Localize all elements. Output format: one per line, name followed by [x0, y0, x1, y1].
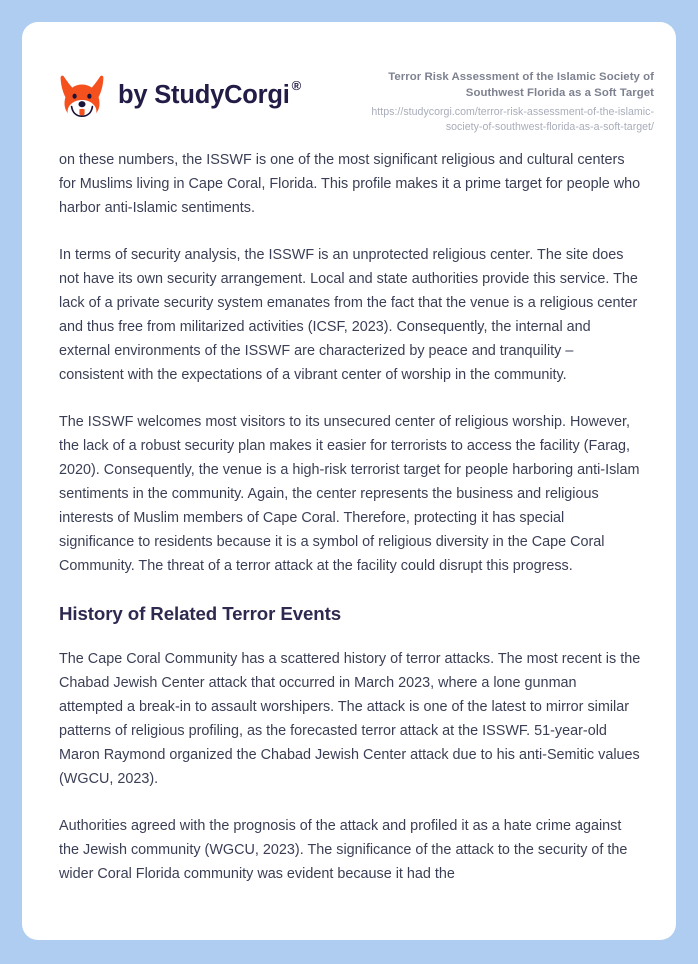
body-paragraph: Authorities agreed with the prognosis of the attack and profiled it as a hate crime against the Jewish community (WGCU, 2023). The significance of the attack to the security of the wider Coral Florida community was evident because it had the: [59, 818, 628, 882]
document-header: [22, 22, 676, 148]
studycorgi-branding: [59, 67, 302, 120]
document-meta: [349, 67, 654, 134]
body-paragraph: In terms of security analysis, the ISSWF is an unprotected religious center. The site does not have its own security arrangement. Local and state authorities provide this service. The lack of a private security system emanates from the fact that the venue is a religious center and thus free from militarized activities (ICSF, 2023). Consequently, the internal and external environments of the ISSWF are characterized by peace and tranquility – consistent with the expectations of a vibrant center of worship in the community.: [59, 247, 638, 383]
document-body: [22, 148, 676, 886]
brand-name-text: by StudyCorgi: [118, 81, 290, 110]
brand-wordmark: [118, 78, 302, 110]
document-title: Terror Risk Assessment of the Islamic Society of Southwest Florida as a Soft Target: [388, 71, 654, 99]
registered-trademark-icon: ®: [291, 78, 302, 94]
corgi-head-icon: [59, 72, 105, 120]
body-paragraph: on these numbers, the ISSWF is one of the most significant religious and cultural centers for Muslims living in Cape Coral, Florida. This profile makes it a prime target for people who harbor anti-Islamic sentiments.: [59, 152, 641, 216]
document-sheet: [22, 22, 676, 940]
document-source-url[interactable]: https://studycorgi.com/terror-risk-assessment-of-the-islamic-society-of-southwest-florida-as-a-soft-target/: [371, 106, 654, 133]
section-heading-history-of-related-terror-events: History of Related Terror Events: [59, 603, 342, 624]
body-paragraph: The Cape Coral Community has a scattered history of terror attacks. The most recent is the Chabad Jewish Center attack that occurred in March 2023, where a lone gunman attempted a break-in to assault worshipers. The attack is one of the latest to mirror similar patterns of religious profiling, as the forecasted terror attack at the ISSWF. 51-year-old Maron Raymond organized the Chabad Jewish Center attack due to his anti-Semitic values (WGCU, 2023).: [59, 651, 641, 787]
body-paragraph: The ISSWF welcomes most visitors to its unsecured center of religious worship. However, the lack of a robust security plan makes it easier for terrorists to access the facility (Farag, 2020). Consequently, the venue is a high-risk terrorist target for people harboring anti-Islam sentiments in the community. Again, the center represents the business and religious interests of Muslim members of Cape Coral. Therefore, protecting it has special significance to residents because it is a symbol of religious diversity in the Cape Coral Community. The threat of a terror attack at the facility could disrupt this progress.: [59, 414, 640, 574]
